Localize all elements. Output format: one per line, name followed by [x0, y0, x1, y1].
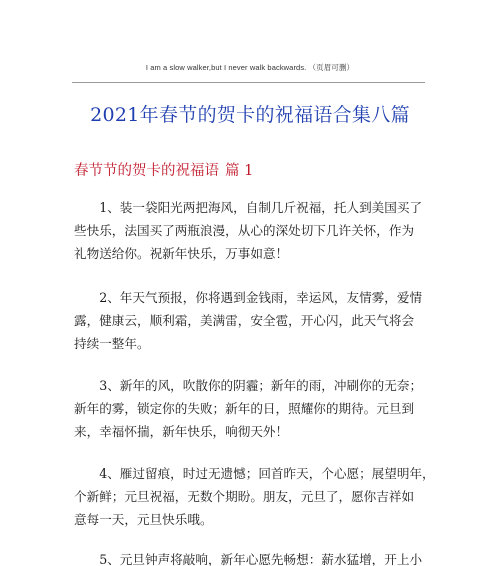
paragraph-line: 露，健康云，顺利霜，美满雷，安全雹，开心闪，此天气将会 [74, 313, 415, 328]
paragraph-line: 礼物送给你。祝新年快乐，万事如意！ [74, 246, 289, 261]
document-title: 2021年春节的贺卡的祝福语合集八篇 [90, 104, 410, 126]
paragraph-line: 2、年天气预报，你将遇到金钱雨，幸运风，友情雾，爱情 [74, 290, 423, 305]
paragraph-line: 新年的雾，锁定你的失败；新年的日，照耀你的期待。元旦到 [74, 401, 415, 416]
page-header-note: I am a slow walker,but I never walk backwards. （页眉可删） [145, 63, 355, 72]
paragraph-line: 意每一天，元旦快乐哦。 [74, 512, 213, 527]
paragraph-1 [74, 196, 432, 265]
paragraph-line: 1、装一袋阳光两把海风，自制几斤祝福，托人到美国买了 [74, 200, 423, 215]
paragraph-line: 个新鲜；元旦祝福，无数个期盼。朋友，元旦了，愿你吉祥如 [74, 489, 415, 504]
section-heading [74, 159, 253, 180]
section-heading-text: 春节节的贺卡的祝福语 [74, 163, 219, 179]
section-number: 篇 1 [225, 163, 254, 179]
paragraph-line: 3、新年的风，吹散你的阴霾；新年的雨，冲刷你的无奈； [74, 378, 423, 393]
paragraph-line: 持续一整年。 [74, 336, 150, 351]
paragraph-4 [74, 462, 435, 531]
paragraph-line: 4、雁过留痕，时过无遗憾；回首昨天，个心愿；展望明年， [74, 466, 435, 481]
paragraph-line: 来，幸福怀揣，新年快乐，响彻天外！ [74, 424, 289, 439]
paragraph-3 [74, 374, 432, 443]
paragraph-line: 5、元旦钟声将敲响，新年心愿先畅想：薪水猛增，开上小 [74, 552, 423, 566]
paragraph-5 [74, 548, 432, 566]
paragraph-2 [74, 286, 432, 355]
paragraph-line: 些快乐，法国买了两瓶浪漫，从心的深处切下几许关怀，作为 [74, 223, 415, 238]
header-divider [72, 82, 425, 83]
